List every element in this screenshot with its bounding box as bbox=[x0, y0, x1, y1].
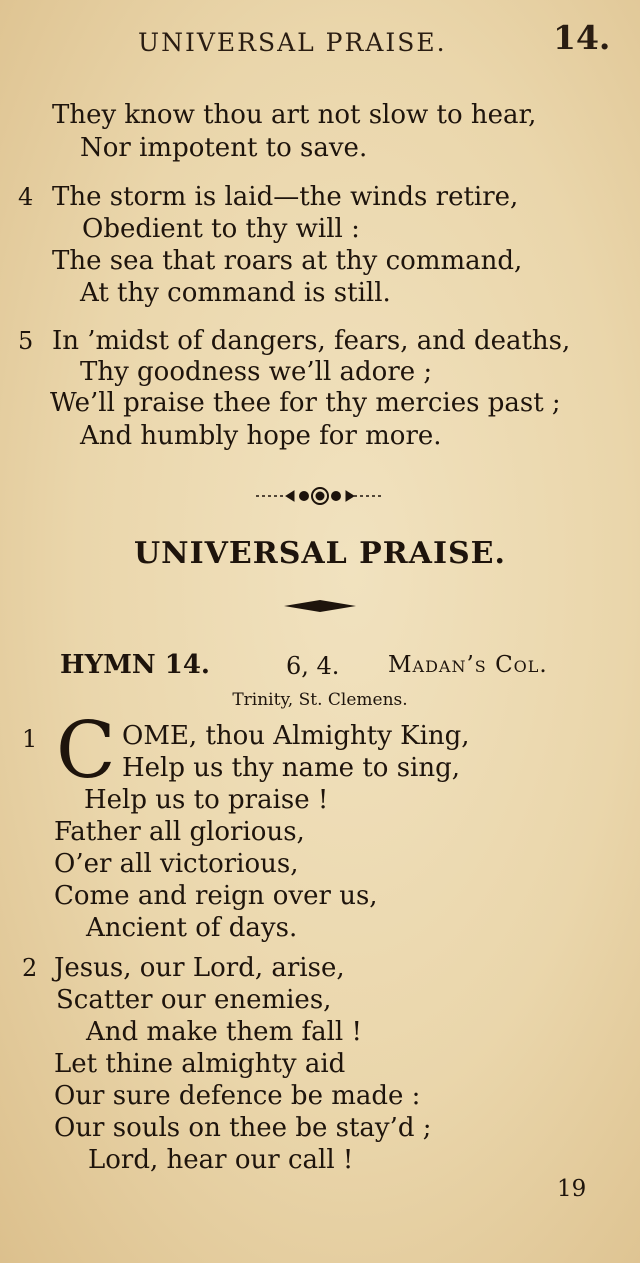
ornament-icon bbox=[250, 484, 390, 508]
tune-names: Trinity, St. Clemens. bbox=[232, 690, 408, 710]
verse-line: Help us to praise ! bbox=[84, 785, 329, 815]
verse-line: Father all glorious, bbox=[54, 817, 305, 847]
verse-line: O’er all victorious, bbox=[54, 849, 299, 879]
verse-line: In ’midst of dangers, fears, and deaths, bbox=[52, 326, 571, 356]
running-head: UNIVERSAL PRAISE. bbox=[138, 28, 447, 57]
verse-number: 1 bbox=[22, 725, 38, 753]
verse-number: 5 bbox=[18, 327, 34, 355]
verse-line: Our souls on thee be stay’d ; bbox=[54, 1113, 432, 1143]
verse-line: Lord, hear our call ! bbox=[88, 1145, 354, 1175]
hymn-source: Madan’s Col. bbox=[388, 652, 548, 678]
verse-line: Jesus, our Lord, arise, bbox=[54, 953, 345, 983]
verse-line: Ancient of days. bbox=[86, 913, 298, 943]
verse-line: They know thou art not slow to hear, bbox=[52, 100, 537, 130]
verse-number: 4 bbox=[18, 183, 34, 211]
hymn-label: HYMN 14. bbox=[60, 650, 210, 680]
verse-line: At thy command is still. bbox=[80, 278, 391, 308]
rule-icon bbox=[282, 598, 358, 614]
verse-number: 2 bbox=[22, 954, 38, 982]
page-number: 19 bbox=[557, 1176, 587, 1202]
drop-cap: C bbox=[56, 706, 116, 796]
running-hymn-number: 14. bbox=[553, 18, 611, 57]
verse-line: And humbly hope for more. bbox=[80, 421, 442, 451]
verse-line: OME, thou Almighty King, bbox=[122, 721, 470, 751]
verse-line: Obedient to thy will : bbox=[82, 214, 360, 244]
verse-line: Let thine almighty aid bbox=[54, 1049, 346, 1079]
verse-line: Come and reign over us, bbox=[54, 881, 378, 911]
verse-line: The storm is laid—the winds retire, bbox=[52, 182, 519, 212]
verse-line: Help us thy name to sing, bbox=[122, 753, 461, 783]
verse-line: We’ll praise thee for thy mercies past ; bbox=[50, 388, 561, 418]
ornament-divider bbox=[0, 484, 640, 512]
hymn-title: UNIVERSAL PRAISE. bbox=[134, 536, 506, 571]
hymn-meter: 6, 4. bbox=[286, 652, 340, 680]
verse-line: Nor impotent to save. bbox=[80, 133, 368, 163]
verse-line: Scatter our enemies, bbox=[56, 985, 332, 1015]
hymn-heading bbox=[60, 650, 580, 684]
verse-line: The sea that roars at thy command, bbox=[52, 246, 523, 276]
verse-line: And make them fall ! bbox=[86, 1017, 362, 1047]
title-rule bbox=[0, 598, 640, 618]
verse-line: Our sure defence be made : bbox=[54, 1081, 421, 1111]
verse-line: Thy goodness we’ll adore ; bbox=[80, 357, 433, 387]
